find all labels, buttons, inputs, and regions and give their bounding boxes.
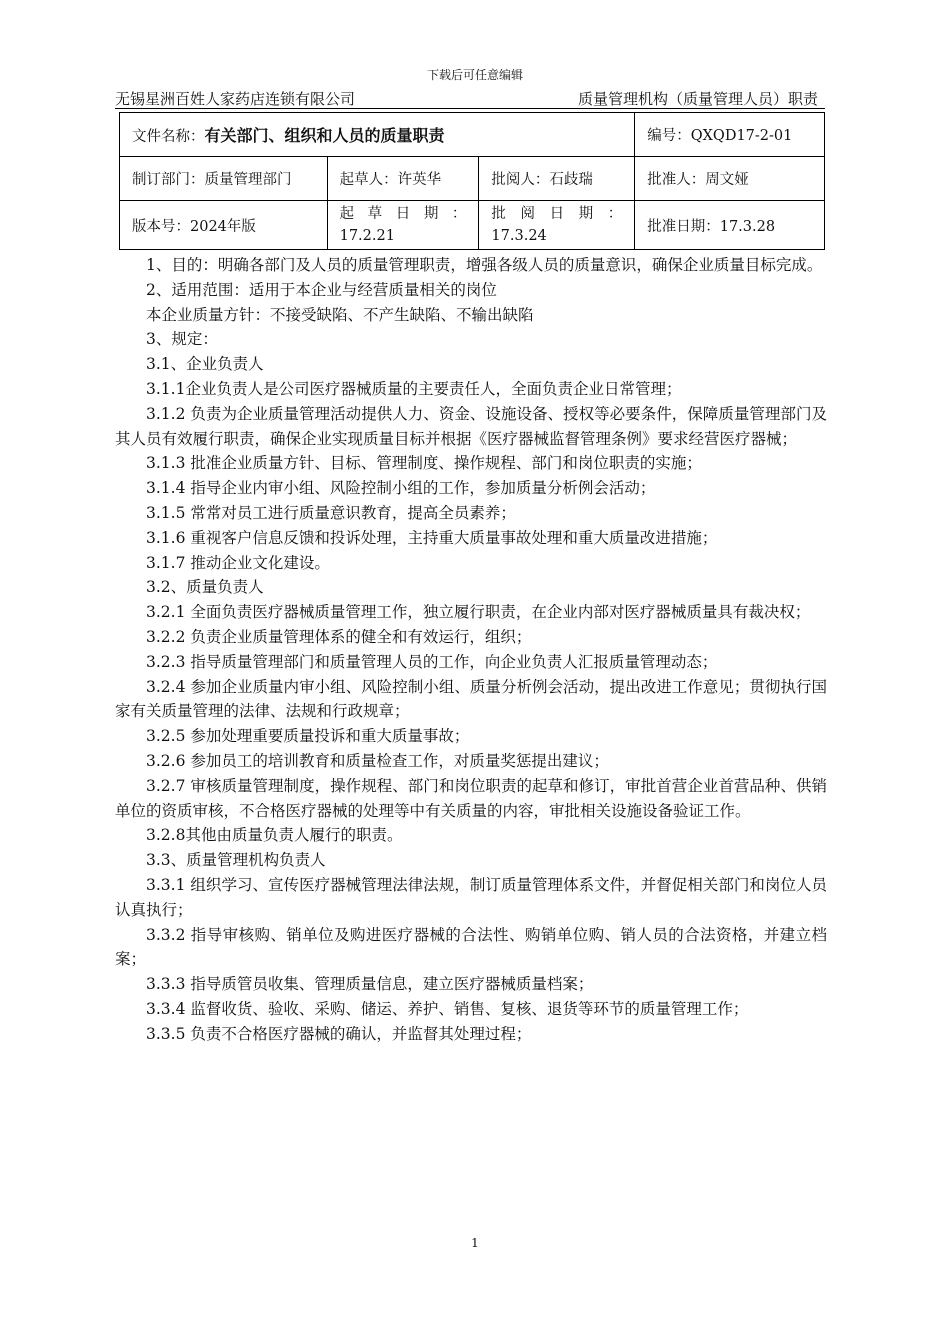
body-paragraph: 3.2.4 参加企业质量内审小组、风险控制小组、质量分析例会活动，提出改进工作意见；贯彻执行国家有关质量管理的法律、法规和行政规章； <box>115 677 827 721</box>
top-note: 下载后可任意编辑 <box>426 68 523 82</box>
body-paragraph: 3.2、质量负责人 <box>146 578 264 597</box>
header-section: 质量管理机构（质量管理人员）职责 <box>577 90 818 108</box>
page-number: 1 <box>471 1236 479 1250</box>
body-paragraph: 3.2.3 指导质量管理部门和质量管理人员的工作，向企业负责人汇报质量管理动态； <box>146 652 718 671</box>
body-paragraph: 3.2.8其他由质量负责人履行的职责。 <box>146 826 403 845</box>
body-paragraph: 3.3.3 指导质管员收集、管理质量信息，建立医疗器械质量档案； <box>146 975 594 994</box>
header-rule <box>115 108 825 109</box>
body-paragraph: 3.1.1企业负责人是公司医疗器械质量的主要责任人，全面负责企业日常管理； <box>146 379 682 398</box>
document-number: 编号：QXQD17-2-01 <box>635 113 825 157</box>
review-date-label: 批 阅 日 期 ： <box>491 206 623 222</box>
file-name-cell <box>120 113 635 157</box>
body-paragraph: 3.3、质量管理机构负责人 <box>146 851 326 870</box>
body-paragraph: 3、规定： <box>146 330 218 349</box>
body-paragraph: 3.2.2 负责企业质量管理体系的健全和有效运行，组织； <box>146 627 532 646</box>
body-paragraph: 3.2.7 审核质量管理制度，操作规程、部门和岗位职责的起草和修订，审批首营企业首营品种、供销单位的资质审核，不合格医疗器械的处理等中有关质量的内容，审批相关设施设备验证工作。 <box>115 776 827 820</box>
version: 版本号：2024年版 <box>120 201 328 250</box>
document-body <box>115 253 827 1047</box>
body-paragraph: 1、目的：明确各部门及人员的质量管理职责，增强各级人员的质量意识，确保企业质量目标完成。 <box>146 256 823 274</box>
document-info-table <box>119 112 825 250</box>
review-date: 17.3.24 <box>491 228 547 244</box>
body-paragraph: 3.3.4 监督收货、验收、采购、储运、养护、销售、复核、退货等环节的质量管理工作； <box>146 999 749 1018</box>
body-paragraph: 3.1.5 常常对员工进行质量意识教育，提高全员素养； <box>146 503 516 522</box>
body-paragraph: 3.3.2 指导审核购、销单位及购进医疗器械的合法性、购销单位购、销人员的合法资格，并建立档案； <box>115 925 827 969</box>
review-date-cell <box>479 201 635 250</box>
draft-date: 17.2.21 <box>339 228 395 244</box>
body-paragraph: 3.1.3 批准企业质量方针、目标、管理制度、操作规程、部门和岗位职责的实施； <box>146 454 702 473</box>
body-paragraph: 2、适用范围：适用于本企业与经营质量相关的岗位 <box>146 280 497 299</box>
body-paragraph: 3.3.1 组织学习、宣传医疗器械管理法律法规，制订质量管理体系文件，并督促相关部门和岗位人员认真执行； <box>115 875 827 919</box>
body-paragraph: 3.2.1 全面负责医疗器械质量管理工作，独立履行职责，在企业内部对医疗器械质量具有裁决权； <box>146 603 811 622</box>
body-paragraph: 3.1.4 指导企业内审小组、风险控制小组的工作，参加质量分析例会活动； <box>146 479 656 498</box>
body-paragraph: 3.1.2 负责为企业质量管理活动提供人力、资金、设施设备、授权等必要条件，保障质量管理部门及其人员有效履行职责，确保企业实现质量目标并根据《医疗器械监督管理条例》要求经营医疗器械； <box>115 404 827 448</box>
header-company: 无锡星洲百姓人家药店连锁有限公司 <box>115 90 356 108</box>
body-paragraph: 3.3.5 负责不合格医疗器械的确认，并监督其处理过程； <box>146 1024 532 1043</box>
body-paragraph: 本企业质量方针：不接受缺陷、不产生缺陷、不输出缺陷 <box>146 305 534 324</box>
file-name-label: 文件名称： <box>132 129 205 145</box>
draft-date-label: 起 草 日 期 ： <box>339 206 467 222</box>
draft-date-cell <box>327 201 479 250</box>
drafter: 起草人：许英华 <box>327 157 479 201</box>
approval-date: 批准日期：17.3.28 <box>635 201 825 250</box>
body-paragraph: 3.2.6 参加员工的培训教育和质量检查工作，对质量奖惩提出建议； <box>146 751 609 770</box>
body-paragraph: 3.1、企业负责人 <box>146 355 264 374</box>
body-paragraph: 3.1.6 重视客户信息反馈和投诉处理，主持重大质量事故处理和重大质量改进措施； <box>146 528 718 547</box>
body-paragraph: 3.2.5 参加处理重要质量投诉和重大质量事故； <box>146 727 470 746</box>
body-paragraph: 3.1.7 推动企业文化建设。 <box>146 553 330 572</box>
file-name: 有关部门、组织和人员的质量职责 <box>204 126 445 145</box>
approver: 批准人：周文娅 <box>635 157 825 201</box>
drafting-department: 制订部门：质量管理部门 <box>120 157 328 201</box>
reviewer: 批阅人：石歧瑞 <box>479 157 635 201</box>
